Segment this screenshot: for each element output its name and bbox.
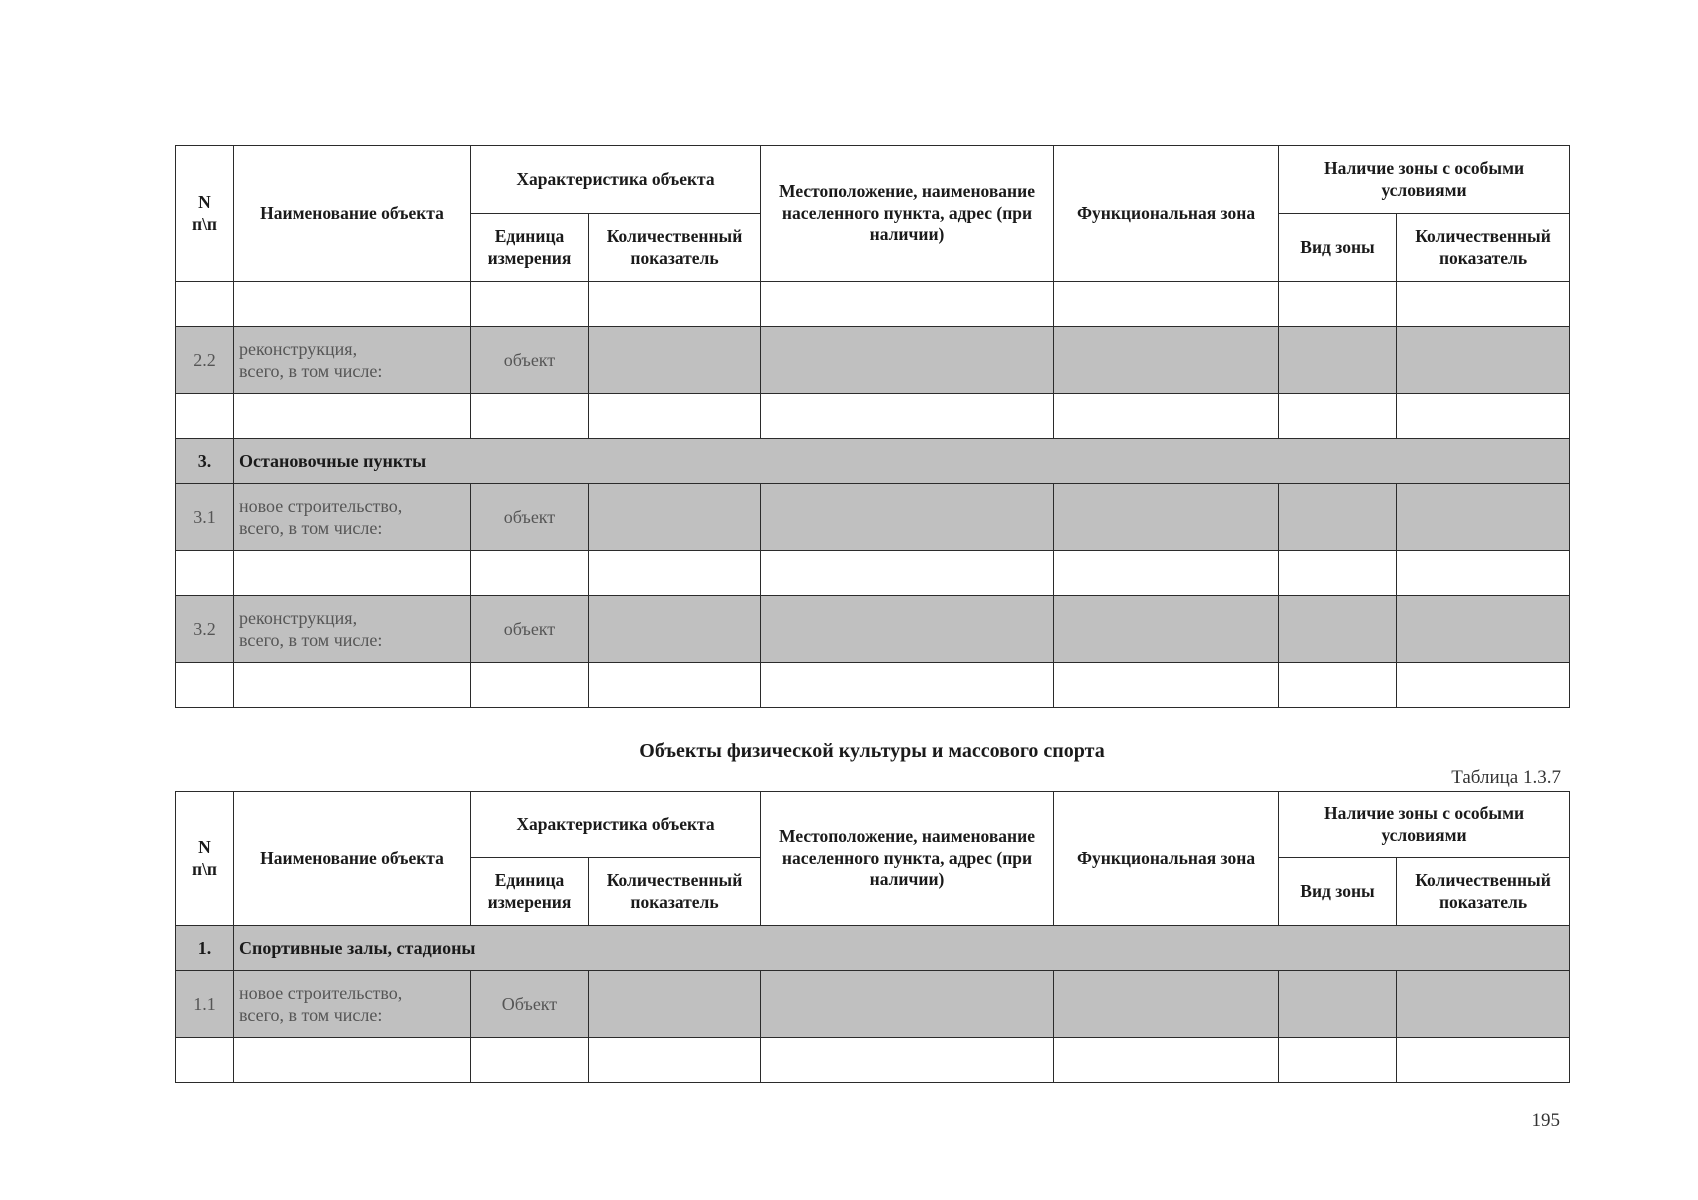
row-num: 1.1 [176, 971, 234, 1038]
header-unit: Единица измерения [471, 214, 589, 282]
table-2-body [176, 926, 1570, 1083]
header-num: N п\п [176, 792, 234, 926]
table-1-body [176, 282, 1570, 708]
table-row [176, 1038, 1570, 1083]
header-quantity: Количественный показатель [589, 214, 761, 282]
header-unit: Единица измерения [471, 858, 589, 926]
header-location: Местоположение, наименование населенного пункта, адрес (при наличии) [761, 146, 1054, 282]
header-func-zone: Функциональная зона [1054, 146, 1279, 282]
table-row [176, 282, 1570, 327]
row-num: 2.2 [176, 327, 234, 394]
header-zone-quantity: Количественный показатель [1397, 858, 1570, 926]
table-row [176, 596, 1570, 663]
table-section-row [176, 926, 1570, 971]
row-unit: объект [471, 596, 589, 663]
row-name: новое строительство, всего, в том числе: [234, 484, 471, 551]
section-num: 3. [176, 439, 234, 484]
table-section-row [176, 439, 1570, 484]
section-caption: Объекты физической культуры и массового спорта [639, 740, 1105, 762]
header-special-zone: Наличие зоны с особыми условиями [1279, 146, 1570, 214]
header-location: Местоположение, наименование населенного пункта, адрес (при наличии) [761, 792, 1054, 926]
header-name: Наименование объекта [234, 792, 471, 926]
table-label: Таблица 1.3.7 [1451, 767, 1561, 788]
row-num: 3.2 [176, 596, 234, 663]
table-row [176, 327, 1570, 394]
table-row [176, 971, 1570, 1038]
section-title: Остановочные пункты [234, 439, 1570, 484]
table-row [176, 394, 1570, 439]
row-name: реконструкция, всего, в том числе: [234, 596, 471, 663]
section-num: 1. [176, 926, 234, 971]
row-unit: объект [471, 484, 589, 551]
header-func-zone: Функциональная зона [1054, 792, 1279, 926]
header-characteristic: Характеристика объекта [471, 792, 761, 858]
header-name: Наименование объекта [234, 146, 471, 282]
header-characteristic: Характеристика объекта [471, 146, 761, 214]
table-row [176, 663, 1570, 708]
header-quantity: Количественный показатель [589, 858, 761, 926]
row-unit: объект [471, 327, 589, 394]
table-1-header [176, 146, 1570, 282]
table-row [176, 551, 1570, 596]
page-number: 195 [1531, 1110, 1560, 1131]
header-zone-type: Вид зоны [1279, 858, 1397, 926]
header-special-zone: Наличие зоны с особыми условиями [1279, 792, 1570, 858]
table-1 [175, 145, 1570, 708]
table-2-header [176, 792, 1570, 926]
header-num: N п\п [176, 146, 234, 282]
row-name: реконструкция, всего, в том числе: [234, 327, 471, 394]
table-2 [175, 791, 1570, 1083]
header-zone-quantity: Количественный показатель [1397, 214, 1570, 282]
row-num: 3.1 [176, 484, 234, 551]
header-zone-type: Вид зоны [1279, 214, 1397, 282]
row-name: новое строительство, всего, в том числе: [234, 971, 471, 1038]
table-row [176, 484, 1570, 551]
section-title: Спортивные залы, стадионы [234, 926, 1570, 971]
row-unit: Объект [471, 971, 589, 1038]
